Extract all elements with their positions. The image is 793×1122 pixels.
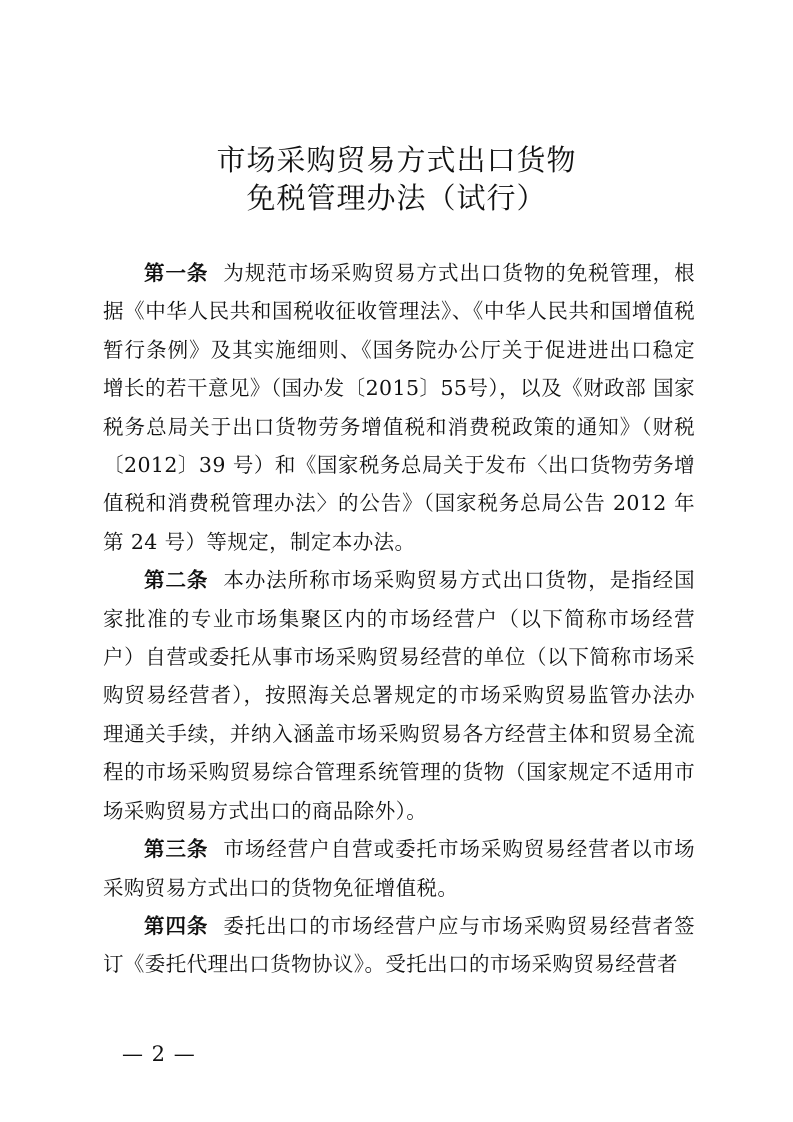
- page-number: — 2 —: [122, 1042, 196, 1066]
- article-4-paragraph: [103, 907, 695, 984]
- article-1-label: 第一条: [144, 261, 209, 285]
- article-3-paragraph: [103, 830, 695, 907]
- article-1-text: 为规范市场采购贸易方式出口货物的免税管理，根据《中华人民共和国税收征收管理法》、《中华人民共和国增值税暂行条例》及其实施细则、《国务院办公厅关于促进进出口稳定增长的若干意见》（国办发〔2015〕55号），以及《财政部 国家税务总局关于出口货物劳务增值税和消费税政策的通知》（财税〔2012〕39 号）和《国家税务总局关于发布〈出口货物劳务增值税和消费税管理办法〉的公告》（国家税务总局公告 2012 年第 24 号）等规定，制定本办法。: [103, 261, 695, 554]
- article-2-label: 第二条: [144, 568, 209, 593]
- article-4-text: 委托出口的市场经营户应与市场采购贸易经营者签订《委托代理出口货物协议》。受托出口的市场采购贸易经营者: [103, 913, 695, 977]
- article-1-paragraph: [103, 254, 695, 561]
- article-3-label: 第三条: [144, 837, 209, 862]
- article-3-text: 市场经营户自营或委托市场采购贸易经营者以市场采购贸易方式出口的货物免征增值税。: [103, 837, 695, 900]
- article-4-label: 第四条: [144, 913, 209, 938]
- document-title-line-1: 市场采购贸易方式出口货物: [216, 143, 577, 177]
- document-body: [103, 254, 695, 984]
- article-2-paragraph: [103, 561, 695, 830]
- document-title-line-2: 免税管理办法（试行）: [246, 181, 547, 215]
- article-2-text: 本办法所称市场采购贸易方式出口货物，是指经国家批准的专业市场集聚区内的市场经营户（以下简称市场经营户）自营或委托从事市场采购贸易经营的单位（以下简称市场采购贸易经营者），按照海关总署规定的市场采购贸易监管办法办理通关手续，并纳入涵盖市场采购贸易各方经营主体和贸易全流程的市场采购贸易综合管理系统管理的货物（国家规定不适用市场采购贸易方式出口的商品除外）。: [103, 568, 695, 823]
